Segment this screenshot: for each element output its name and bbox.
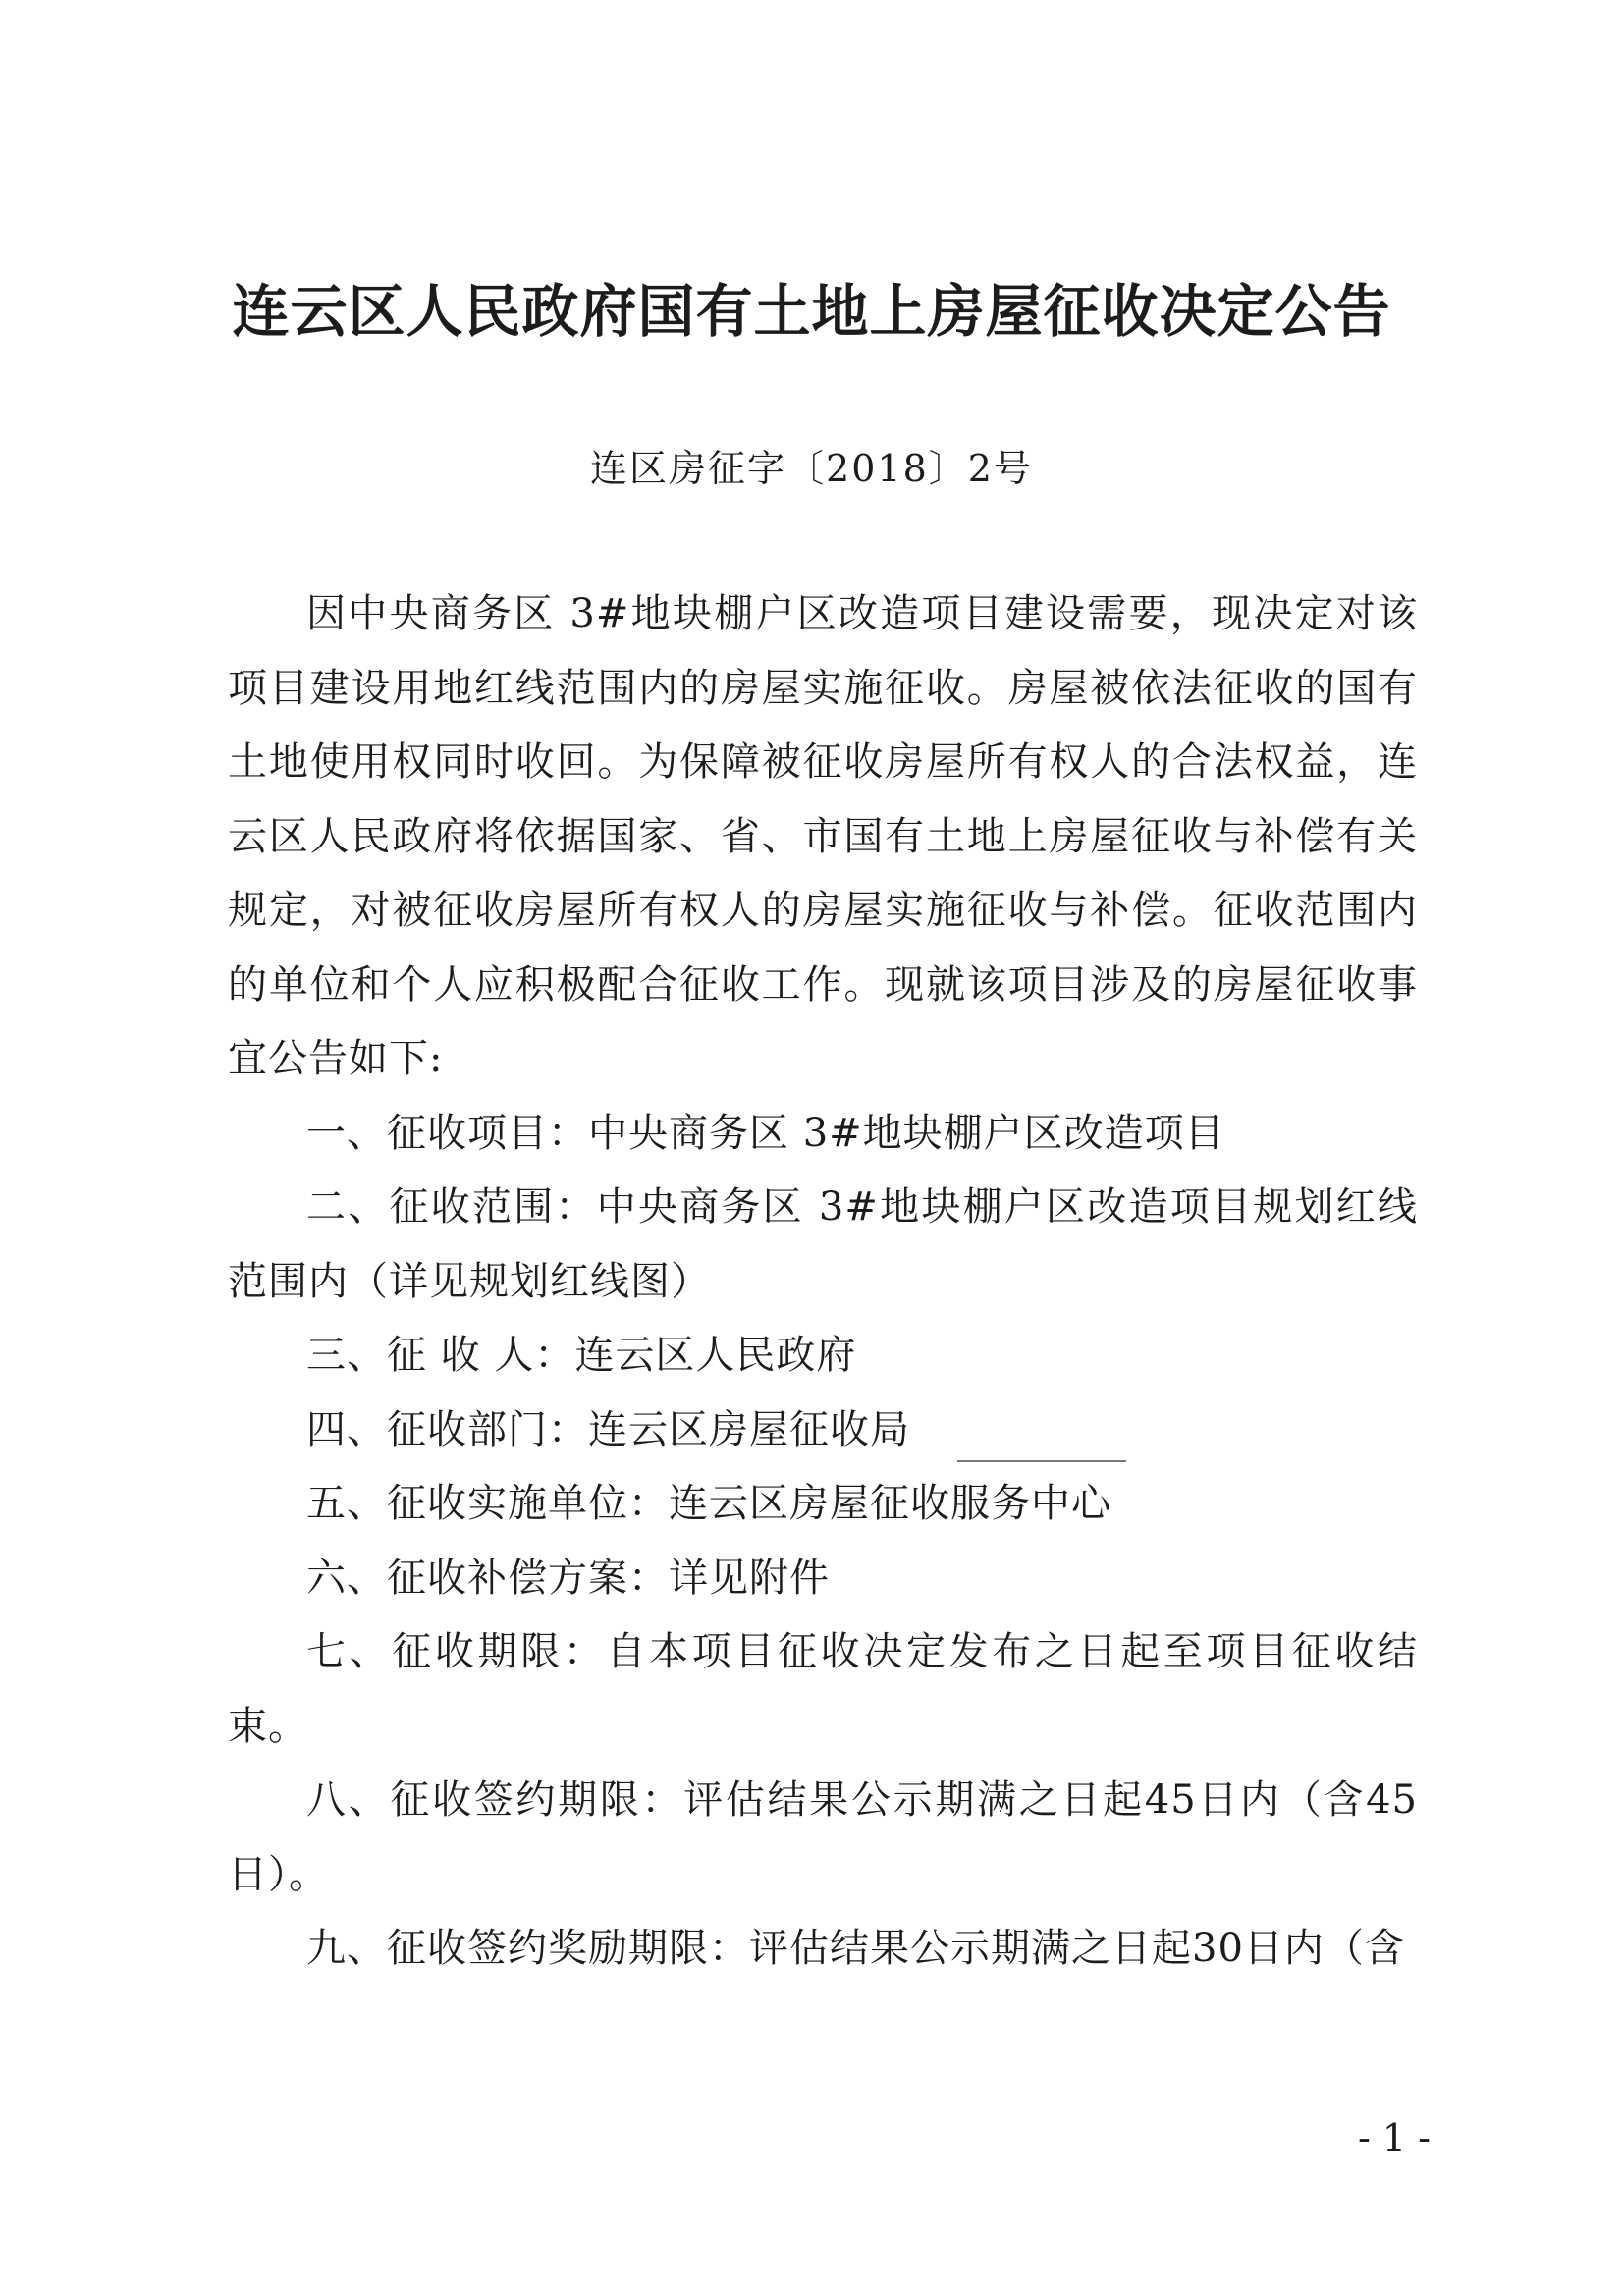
item-implementing-unit: [228, 1467, 1418, 1542]
item-label: 二、征收范围：: [306, 1184, 597, 1230]
item-label: 三、征 收 人：: [306, 1333, 575, 1378]
item-value: 详见附件: [669, 1555, 830, 1601]
item-label: 九、征收签约奖励期限：: [306, 1926, 749, 1971]
item-compensation-plan: [228, 1542, 1418, 1616]
item-value: 评估结果公示期满之日起45日内（含45日）。: [228, 1777, 1419, 1897]
item-label: 四、征收部门：: [306, 1406, 588, 1452]
item-expropriator: [228, 1319, 1418, 1394]
item-label: 八、征收签约期限：: [306, 1777, 684, 1823]
item-label: 五、征收实施单位：: [306, 1481, 669, 1526]
document-title: 连云区人民政府国有土地上房屋征收决定公告: [232, 278, 1391, 345]
item-label: 七、征收期限：: [306, 1629, 607, 1674]
item-period: [228, 1615, 1418, 1764]
item-value: 自本项目征收决定发布之日起至项目征收结束。: [228, 1629, 1419, 1749]
item-value: 连云区房屋征收服务中心: [669, 1481, 1111, 1526]
item-project: [228, 1097, 1418, 1172]
item-signing-period: [228, 1764, 1418, 1912]
item-label: 六、征收补偿方案：: [306, 1555, 669, 1601]
item-value: 评估结果公示期满之日起30日内（含: [749, 1926, 1405, 1971]
item-value: 中央商务区 3#地块棚户区改造项目规划红线范围内（详见规划红线图）: [228, 1184, 1418, 1304]
document-body: [228, 577, 1418, 1987]
page-number: - 1 -: [1357, 2116, 1431, 2159]
item-value: 连云区房屋征收局: [588, 1406, 910, 1452]
document-number: 连区房征字〔2018〕2号: [590, 447, 1033, 490]
pen-stroke-divider: [957, 1460, 1126, 1462]
intro-paragraph: 因中央商务区 3#地块棚户区改造项目建设需要，现决定对该项目建设用地红线范围内的房屋实施征收。房屋被依法征收的国有土地使用权同时收回。为保障被征收房屋所有权人的合法权益，连云区人民政府将依据国家、省、市国有土地上房屋征收与补偿有关规定，对被征收房屋所有权人的房屋实施征收与补偿。征收范围内的单位和个人应积极配合征收工作。现就该项目涉及的房屋征收事宜公告如下:: [228, 591, 1418, 1081]
item-scope: [228, 1171, 1418, 1319]
item-value: 连云区人民政府: [574, 1333, 857, 1378]
item-department: [228, 1394, 1418, 1468]
item-value: 中央商务区 3#地块棚户区改造项目: [588, 1110, 1225, 1156]
item-label: 一、征收项目：: [306, 1110, 588, 1156]
item-reward-period: [228, 1912, 1418, 1987]
